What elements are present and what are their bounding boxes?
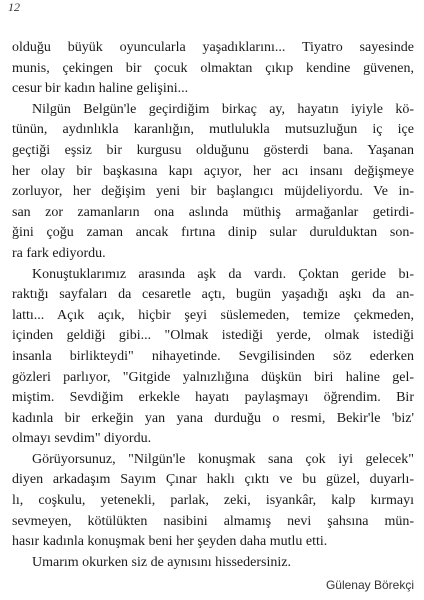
text-line: Konuştuklarımız arasında aşk da vardı. Çoktan geride bı- [32,266,414,282]
text-line: miştim. Sevdiğim erkekle hayatı paylaşmayı öğrendim. Bir [12,390,414,406]
text-line: Görüyorsunuz, "Nilgün'le konuşmak sana çok iyi gelecek" [32,451,414,467]
page-number: 12 [8,0,20,14]
text-line: olmayı sevdim" diyordu. [12,431,152,447]
text-line: lattı... Açık açık, hiçbir şeyi süslemeden, temize çekmeden, [12,307,414,323]
body-text [12,38,414,573]
text-line: sevmeyen, kötülükten nasibini almamış nevi şahsına mün- [12,513,414,529]
text-line: Umarım okurken siz de aynısını hissedersiniz. [32,554,291,570]
text-line: insanla birlikteydi" nihayetinde. Sevgilisinden söz ederken [12,348,414,364]
text-line: hasır kadınla konuşmak beni her şeyden daha mutlu etti. [12,534,328,550]
text-line: kadınla bir erkeğin yan yana durduğu o resmi, Bekir'le 'biz' [12,410,414,426]
text-line: cesur bir kadın haline gelişini... [12,81,189,97]
text-line: gözleri parlıyor, "Gitgide yalnızlığına düşkün biri haline gel- [12,369,414,385]
text-line: her olay bir başkasına kapı açıyor, her acı insanı değişmeye [12,163,414,179]
text-line: zorluyor, her değişim yeni bir başlangıcı müjdeliyordu. Ve in- [12,184,414,200]
text-line: lı, coşkulu, yetenekli, parlak, zeki, isyankâr, kalp kırmayı [12,493,414,509]
text-line: tünün, aydınlıkla karanlığın, mutlulukla mutsuzluğun iç içe [12,122,414,138]
text-line: geçtiği eşsiz bir kurgusu olduğunu gösterdi bana. Yaşanan [12,142,414,158]
text-line: diyen arkadaşım Sayım Çınar haklı çıktı ve bu güzel, duyarlı- [12,472,414,488]
text-line: içinden geldiği gibi... "Olmak istediği yerde, olmak istediği [12,328,414,344]
text-line: Nilgün Belgün'le geçirdiğim birkaç ay, hayatın iyiyle kö- [32,101,414,117]
text-line: raktığı sayfaları da cesaretle açtı, bugün yaşadığı aşkı da an- [12,287,414,303]
text-line: ra fark ediyordu. [12,245,106,261]
text-line: san zor zamanların ona aslında müthiş armağanlar getirdi- [12,204,414,220]
text-line: munis, çekingen bir çocuk olmaktan çıkıp kendine güvenen, [12,60,414,76]
text-line: ğini çoğu zaman ancak fırtına dinip sular durulduktan son- [12,225,414,241]
text-line: olduğu büyük oyuncularla yaşadıklarını... Tiyatro sayesinde [12,40,414,55]
author-name: Gülenay Börekçi [325,578,414,592]
